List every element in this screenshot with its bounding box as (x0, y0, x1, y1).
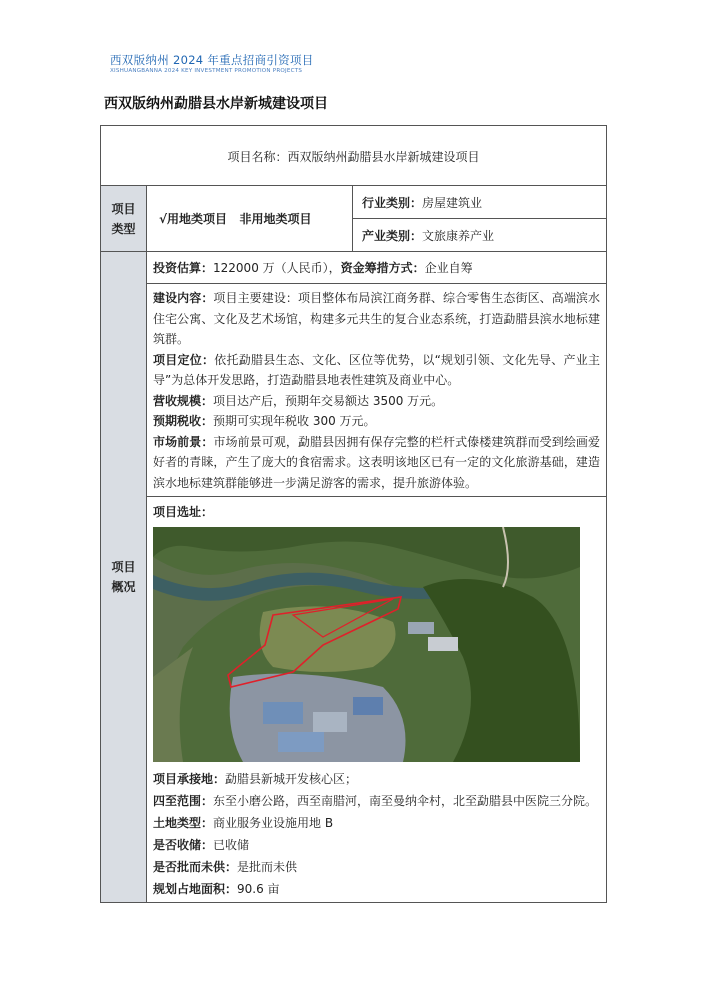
bound-label: 四至范围： (153, 794, 214, 808)
site-cell (147, 497, 606, 902)
details-cell (147, 284, 606, 497)
tax-label: 预期税收： (153, 414, 214, 428)
project-name: 项目名称：西双版纳州勐腊县水岸新城建设项目 (227, 150, 480, 164)
invest-label: 投资估算： (153, 261, 214, 275)
content-value: 项目主要建设：项目整体布局滨江商务群、综合零售生态街区、高端滨水住宅公寓、文化及艺术场馆，构建多元共生的复合业态系统，打造勐腊县滨水地标建筑群。 (153, 291, 600, 346)
tax-paragraph (153, 411, 600, 432)
market-paragraph (153, 432, 600, 494)
site-aerial-map (153, 527, 580, 762)
revenue-paragraph (153, 391, 600, 412)
position-value: 依托勐腊县生态、文化、区位等优势，以“规划引领、文化先导、产业主导”为总体开发思路，打造勐腊县地表性建筑及商业中心。 (153, 352, 600, 387)
content-paragraph (153, 288, 600, 350)
fund-value: 企业自筹 (424, 261, 473, 275)
land-type-cell (147, 186, 353, 252)
sector-value: 文旅康养产业 (422, 228, 495, 243)
land-type: √用地类项目 非用地类项目 (159, 212, 312, 226)
industry-value: 房屋建筑业 (422, 195, 483, 210)
approved-value: 是批而未供 (237, 860, 298, 874)
overview-side-label (101, 252, 147, 902)
host-paragraph (153, 768, 600, 790)
document-title: 西双版纳州勐腊县水岸新城建设项目 (104, 96, 328, 112)
position-label: 项目定位： (153, 352, 215, 367)
project-sheet (100, 125, 607, 903)
type-side-label (101, 186, 147, 252)
approved-label: 是否批而未供： (153, 860, 238, 874)
area-label: 规划占地面积： (153, 882, 238, 896)
project-name-row (101, 126, 606, 186)
bound-value: 东至小磨公路，西至南腊河，南至曼纳伞村，北至勐腊县中医院三分院。 (213, 794, 598, 808)
investment-cell (147, 252, 606, 284)
invest-value: 122000 万（人民币）， (213, 261, 341, 275)
industry-cell (353, 186, 606, 219)
area-value: 90.6 亩 (237, 882, 280, 896)
host-value: 勐腊县新城开发核心区； (225, 772, 358, 786)
site-heading (153, 501, 600, 523)
type-side-text: 项目 类型 (111, 201, 136, 236)
approved-paragraph (153, 856, 600, 878)
position-paragraph (153, 350, 600, 391)
content-label: 建设内容： (153, 291, 214, 305)
fund-label: 资金筹措方式： (340, 261, 425, 275)
revenue-value: 项目达产后，预期年交易额达 3500 万元。 (213, 393, 444, 408)
bound-paragraph (153, 790, 600, 812)
industry-label: 行业类别： (362, 195, 423, 210)
stored-paragraph (153, 834, 600, 856)
header-subtitle: XISHUANGBANNA 2024 KEY INVESTMENT PROMOTION PROJECTS (110, 68, 303, 74)
site-label: 项目选址： (153, 505, 214, 519)
stored-label: 是否收储： (153, 838, 214, 852)
landuse-paragraph (153, 812, 600, 834)
market-label: 市场前景： (153, 434, 214, 449)
sector-label: 产业类别： (362, 228, 423, 243)
tax-value: 预期可实现年税收 300 万元。 (213, 414, 376, 428)
revenue-label: 营收规模： (153, 393, 214, 408)
header-title: 西双版纳州 2024 年重点招商引资项目 (110, 53, 314, 67)
landuse-value: 商业服务业设施用地 B (213, 816, 334, 830)
market-value: 市场前景可观，勐腊县因拥有保存完整的栏杆式傣楼建筑群而受到绘画爱好者的青睐，产生了庞大的食宿需求。这表明该地区已有一定的文化旅游基础，建造滨水地标建筑群能够进一步满足游客的需求，提升旅游体验。 (153, 434, 600, 490)
host-label: 项目承接地： (153, 772, 226, 786)
stored-value: 已收储 (213, 838, 250, 852)
overview-side-text: 项目 概况 (111, 560, 136, 594)
area-paragraph (153, 878, 600, 900)
sector-cell (353, 219, 606, 252)
landuse-label: 土地类型： (153, 816, 214, 830)
